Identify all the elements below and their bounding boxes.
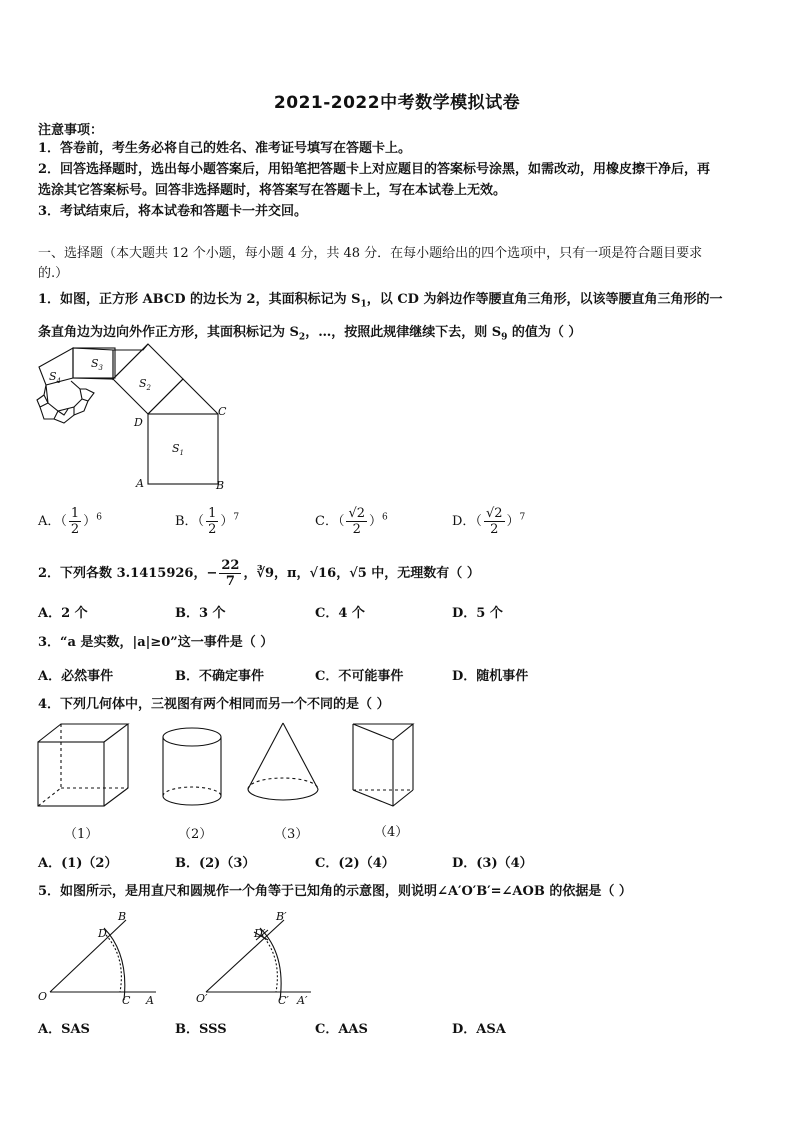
q3-option-d[interactable]: D．随机事件: [452, 669, 529, 684]
notice-heading: 注意事项：: [38, 123, 104, 138]
notice-item-3: 3．考试结束后，将本试卷和答题卡一并交回。: [38, 204, 308, 219]
q2-option-b[interactable]: B．3 个: [175, 606, 226, 621]
q4-option-d[interactable]: D．(3)（4）: [452, 856, 533, 871]
q4-figure: [36, 720, 426, 815]
q5-label-o-prime: O′: [196, 992, 208, 1005]
q1-option-a[interactable]: A．（ $\frac{1}{2}$ ）$^6$: [38, 506, 102, 537]
q5-label-b: B: [118, 910, 127, 923]
section-heading-cont: 的.）: [38, 266, 69, 281]
q4-option-b[interactable]: B．(2)（3）: [175, 856, 256, 871]
q1-label-s2: $S_2$: [139, 377, 152, 392]
notice-item-2-cont: 选涂其它答案标号。回答非选择题时，将答案写在答题卡上，写在本试卷上无效。: [38, 183, 507, 198]
q2-option-a[interactable]: A．2 个: [38, 606, 88, 621]
q5-label-d-prime: D′: [254, 927, 266, 940]
q1-option-b[interactable]: B．（ $\frac{1}{2}$ ）$^7$: [175, 506, 240, 537]
q5-label-d: D: [98, 927, 107, 940]
q3-option-b[interactable]: B．不确定事件: [175, 669, 264, 684]
q5-option-b[interactable]: B．SSS: [175, 1022, 227, 1037]
notice-item-2: 2．回答选择题时，选出每小题答案后，用铅笔把答题卡上对应题目的答案标号涂黑，如需改动，用橡皮擦干净后，再: [38, 162, 711, 177]
q1-text-line2: 条直角边为边向外作正方形，其面积标记为 $S_2$，…，按照此规律继续下去，则 $S_9$ 的值为（ ）: [38, 325, 582, 343]
q2-text: 2．下列各数 3.1415926，− $\frac{22}{7}$ ，∛9，π，√16，√5 中，无理数有（ ）: [38, 558, 480, 589]
q1-text-line1: 1．如图，正方形 ABCD 的边长为 2，其面积标记为 $S_1$，以 CD 为斜边作等腰直角三角形，以该等腰直角三角形的一: [38, 292, 723, 310]
q5-option-a[interactable]: A．SAS: [38, 1022, 90, 1037]
q1-label-c: C: [218, 405, 227, 418]
page-title: 2021-2022中考数学模拟试卷: [273, 93, 521, 113]
q1-label-b: B: [216, 479, 225, 492]
q1-label-s4: $S_4$: [49, 370, 62, 385]
q5-figure: [36, 908, 326, 1008]
q4-fig-label-2: （2）: [178, 827, 213, 842]
q1-option-d[interactable]: D．（ $\frac{√2}{2}$ ）$^7$: [452, 506, 526, 537]
notice-item-1: 1．答卷前，考生务必将自己的姓名、准考证号填写在答题卡上。: [38, 141, 412, 156]
q4-option-c[interactable]: C．(2)（4）: [315, 856, 395, 871]
q4-fig-label-4: （4）: [374, 825, 409, 840]
q1-label-s1: $S_1$: [172, 442, 185, 457]
cube-shape: [38, 742, 104, 806]
q5-label-a: A: [146, 994, 154, 1007]
q1-label-a: A: [136, 477, 144, 490]
q5-label-o: O: [38, 990, 48, 1003]
q1-label-s3: $S_3$: [91, 357, 104, 372]
q5-option-d[interactable]: D．ASA: [452, 1022, 506, 1037]
q4-option-a[interactable]: A．(1)（2）: [38, 856, 118, 871]
q5-text: 5．如图所示，是用直尺和圆规作一个角等于已知角的示意图，则说明∠A′O′B′=∠AOB 的依据是（ ）: [38, 884, 632, 899]
q4-fig-label-3: （3）: [274, 827, 309, 842]
q1-option-c[interactable]: C．（ $\frac{√2}{2}$ ）$^6$: [315, 506, 388, 537]
q4-text: 4．下列几何体中，三视图有两个相同而另一个不同的是（ ）: [38, 697, 390, 712]
q3-option-a[interactable]: A．必然事件: [38, 669, 114, 684]
q5-label-c-prime: C′: [278, 994, 289, 1007]
q2-option-d[interactable]: D．5 个: [452, 606, 503, 621]
q1-figure: [36, 345, 236, 495]
q3-option-c[interactable]: C．不可能事件: [315, 669, 404, 684]
q3-text: 3．“a 是实数，|a|≥0”这一事件是（ ）: [38, 635, 274, 650]
q5-option-c[interactable]: C．AAS: [315, 1022, 368, 1037]
q5-label-b-prime: B′: [276, 910, 287, 923]
q4-fig-label-1: （1）: [64, 827, 99, 842]
q5-label-a-prime: A′: [297, 994, 308, 1007]
q5-label-c: C: [122, 994, 131, 1007]
section-heading: 一、选择题（本大题共 12 个小题，每小题 4 分，共 48 分．在每小题给出的四个选项中，只有一项是符合题目要求: [38, 246, 703, 261]
q1-label-d: D: [134, 416, 143, 429]
q2-option-c[interactable]: C．4 个: [315, 606, 365, 621]
